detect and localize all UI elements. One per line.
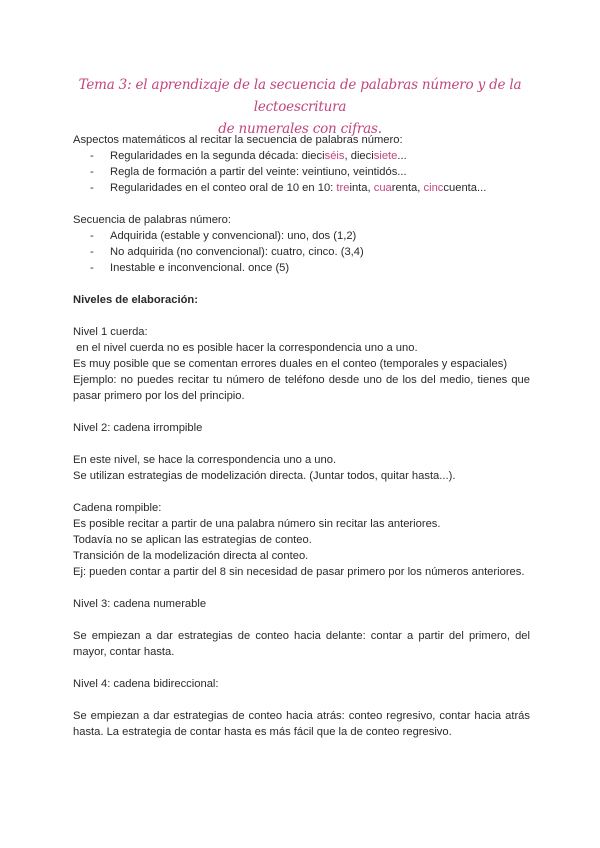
rompible-paragraph: Ej: pueden contar a partir del 8 sin necesidad de pasar primero por los números anteriores. [73,566,525,578]
title-line-1: Tema 3: el aprendizaje de la secuencia de palabras número y de la lectoescritura [78,77,522,115]
highlight: cinc [423,182,444,194]
secuencia-item: - Inestable e inconvencional. once (5) [73,260,530,276]
secuencia-item: - Adquirida (estable y convencional): uno, dos (1,2) [73,228,530,244]
niveles-heading: Niveles de elaboración: [73,294,198,306]
nivel1-paragraph: Es muy posible que se comentan errores duales en el conteo (temporales y espaciales) [73,358,508,370]
rompible-paragraph: Todavía no se aplican las estrategias de conteo. [73,534,312,546]
nivel3-title: Nivel 3: cadena numerable [73,598,207,610]
nivel4-paragraph: Se empiezan a dar estrategias de conteo hacia atrás: conteo regresivo, contar hacia atrás hasta. La estrategia de contar hasta es más fácil que la de conteo regresivo. [73,710,530,738]
nivel2-paragraph: En este nivel, se hace la correspondencia uno a uno. [73,454,337,466]
rompible-paragraph: Es posible recitar a partir de una palabra número sin recitar las anteriores. [73,518,441,530]
nivel2-title: Nivel 2: cadena irrompible [73,422,203,434]
document-body [73,132,530,740]
aspectos-item-1: - Regularidades en la segunda década: dieciséis, diecisiete... [73,148,530,164]
aspectos-heading: Aspectos matemáticos al recitar la secuencia de palabras número: [73,134,403,146]
nivel3-paragraph: Se empiezan a dar estrategias de conteo hacia delante: contar a partir del primero, del mayor, contar hasta. [73,630,530,658]
nivel1-title: Nivel 1 cuerda: [73,326,148,338]
aspectos-item-3: - Regularidades en el conteo oral de 10 en 10: treinta, cuarenta, cinccuenta... [73,180,530,196]
title-line-2: de numerales con cifras. [218,121,382,137]
nivel2-paragraph: Se utilizan estrategias de modelización directa. (Juntar todos, quitar hasta...). [73,470,456,482]
rompible-title: Cadena rompible: [73,502,162,514]
secuencia-list [73,228,530,276]
highlight: tre [336,182,350,194]
aspectos-list [73,148,530,196]
highlight: siete [373,150,398,162]
document-title [60,74,540,140]
secuencia-heading: Secuencia de palabras número: [73,214,231,226]
nivel1-paragraph: Ejemplo: no puedes recitar tu número de teléfono desde uno de los del medio, tienes que pasar primero por los del principio. [73,374,530,402]
secuencia-item: - No adquirida (no convencional): cuatro, cinco. (3,4) [73,244,530,260]
nivel4-title: Nivel 4: cadena bidireccional: [73,678,219,690]
rompible-paragraph: Transición de la modelización directa al conteo. [73,550,309,562]
highlight: cua [373,182,392,194]
aspectos-item-2: - Regla de formación a partir del veinte: veintiuno, veintidós... [73,164,530,180]
highlight: séis [324,150,345,162]
nivel1-paragraph: en el nivel cuerda no es posible hacer la correspondencia uno a uno. [73,342,418,354]
